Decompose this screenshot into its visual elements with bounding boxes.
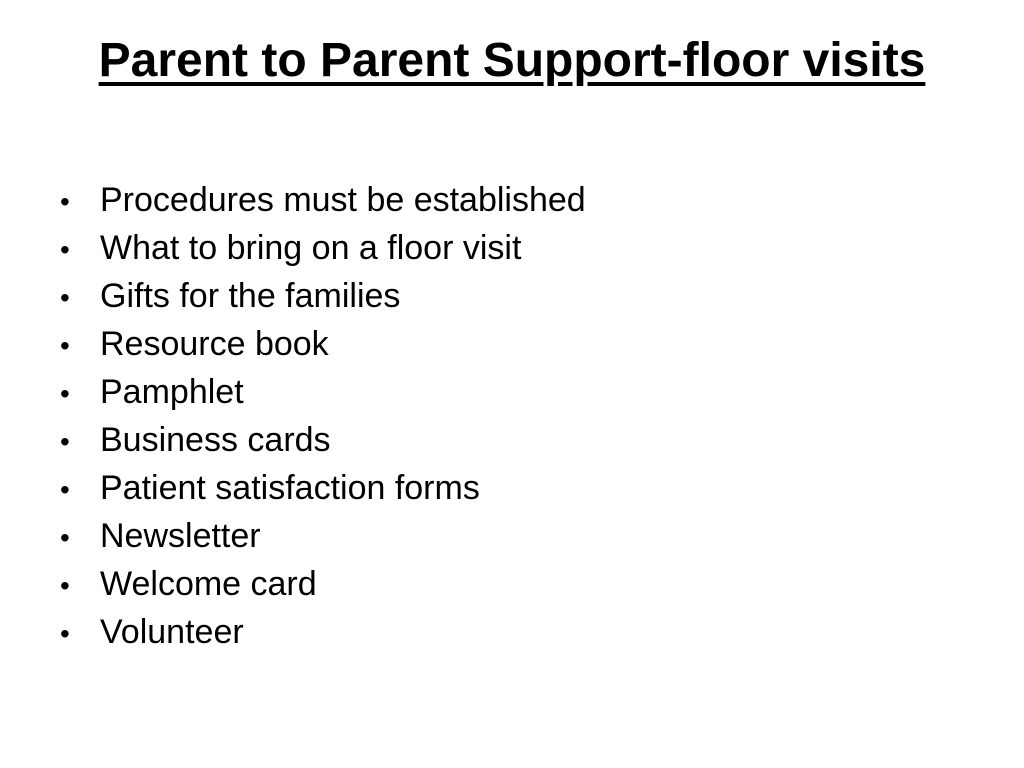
list-item <box>60 560 586 608</box>
list-item <box>60 176 586 224</box>
list-item <box>60 272 586 320</box>
bullet-text: Newsletter <box>100 517 261 555</box>
bullet-icon: • <box>60 426 70 457</box>
list-item <box>60 512 586 560</box>
bullet-text: Welcome card <box>100 565 317 603</box>
bullet-list <box>60 176 586 656</box>
bullet-icon: • <box>60 186 70 217</box>
bullet-icon: • <box>60 378 70 409</box>
list-item <box>60 416 586 464</box>
bullet-text: Resource book <box>100 325 329 363</box>
bullet-text: Business cards <box>100 421 331 459</box>
list-item <box>60 368 586 416</box>
list-item <box>60 224 586 272</box>
list-item <box>60 608 586 656</box>
bullet-text: Patient satisfaction forms <box>100 469 480 507</box>
bullet-icon: • <box>60 522 70 553</box>
slide-title: Parent to Parent Support-floor visits <box>98 34 926 87</box>
bullet-text: Gifts for the families <box>100 277 401 315</box>
bullet-text: Pamphlet <box>100 373 244 411</box>
bullet-icon: • <box>60 234 70 265</box>
list-item <box>60 464 586 512</box>
bullet-text: What to bring on a floor visit <box>100 229 522 267</box>
bullet-text: Procedures must be established <box>100 181 586 219</box>
bullet-icon: • <box>60 618 70 649</box>
bullet-icon: • <box>60 474 70 505</box>
bullet-icon: • <box>60 570 70 601</box>
bullet-icon: • <box>60 282 70 313</box>
bullet-text: Volunteer <box>100 613 244 651</box>
list-item <box>60 320 586 368</box>
bullet-icon: • <box>60 330 70 361</box>
